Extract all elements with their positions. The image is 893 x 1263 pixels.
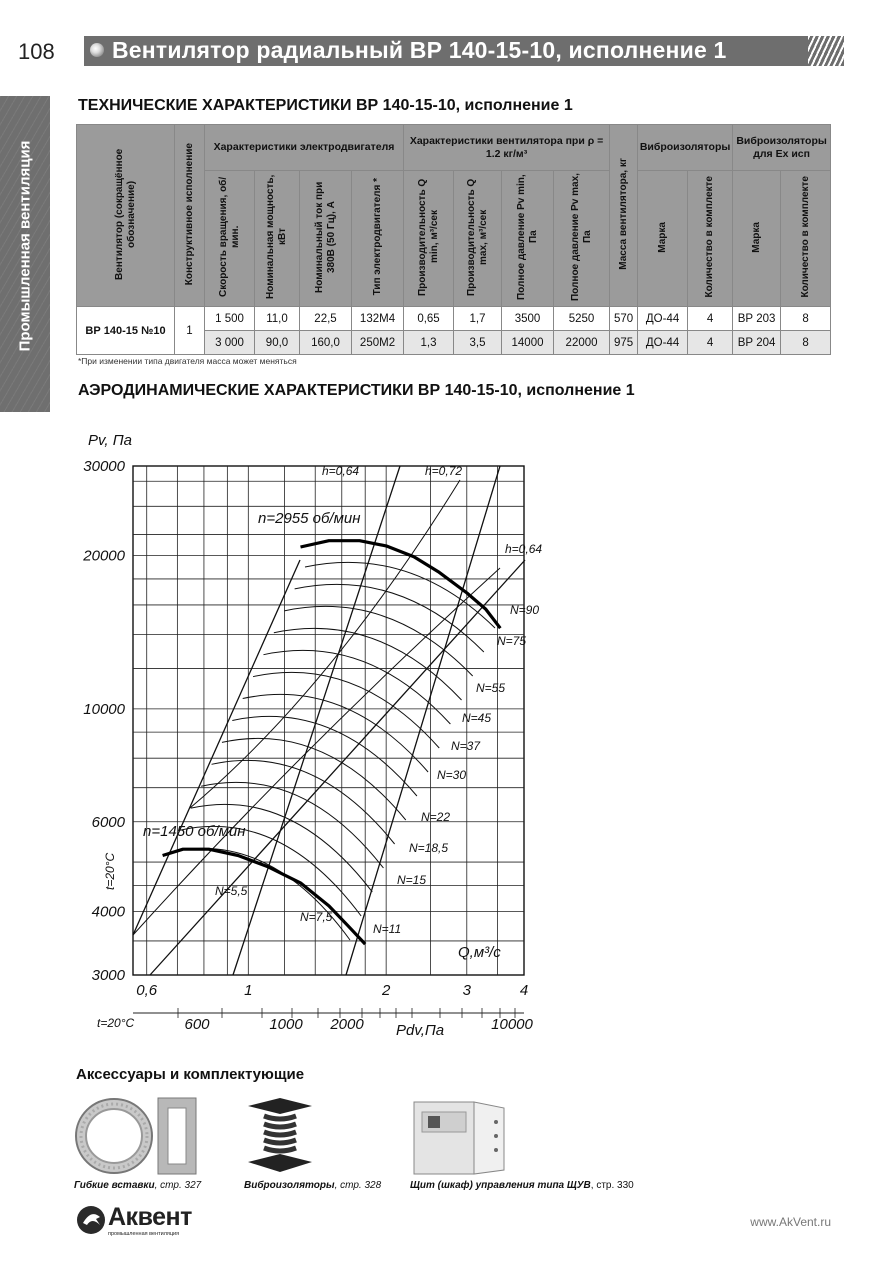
temperature-label: t=20°C (97, 1016, 135, 1030)
power-label: N=7,5 (300, 910, 333, 924)
y-tick-label: 20000 (83, 547, 125, 565)
col-mass: Масса вентилятора, кг (610, 125, 638, 307)
col-power: Номинальная мощность, кВт (255, 171, 300, 307)
group-vib-ex: Виброизоляторы для Ex исп (733, 125, 831, 171)
pdv-axis-label: Pdv,Па (396, 1022, 445, 1039)
table-cell: 0,65 (404, 307, 454, 331)
col-version: Конструктивное исполнение (175, 125, 205, 307)
website-link[interactable]: www.AkVent.ru (750, 1215, 831, 1229)
power-label: N=5,5 (215, 884, 248, 898)
table-cell: 4 (688, 307, 733, 331)
aero-chart (0, 420, 893, 1050)
power-label: N=18,5 (409, 841, 449, 855)
speed-arc (191, 804, 373, 892)
power-label: N=45 (462, 711, 492, 725)
header-bar (84, 36, 844, 66)
x-axis-label: Q,м³/с (458, 944, 501, 961)
group-vib: Виброизоляторы (638, 125, 733, 171)
series-label: n=2955 об/мин (258, 510, 361, 527)
power-label: N=90 (510, 603, 540, 617)
x-tick-label: 1 (244, 982, 253, 999)
table-cell: 132М4 (352, 307, 404, 331)
col-qmin: Производительность Q min, м³/сек (404, 171, 454, 307)
accessory-caption-3: Щит (шкаф) управления типа ЩУВ, стр. 330 (410, 1180, 634, 1191)
model-cell: ВР 140-15 №10 (77, 307, 175, 355)
table-cell: ВР 204 (733, 331, 781, 355)
efficiency-label: h=0,64 (322, 464, 360, 478)
table-cell: 11,0 (255, 307, 300, 331)
chart-labels (82, 432, 542, 1039)
table-cell: 8 (781, 331, 831, 355)
table-cell: ДО-44 (638, 307, 688, 331)
brand-subtitle: промышленная вентиляция (108, 1231, 180, 1237)
y-tick-label: 10000 (83, 700, 125, 718)
x-tick-label: 4 (519, 982, 529, 999)
table-cell: 22,5 (300, 307, 352, 331)
power-label: N=30 (437, 768, 467, 782)
col-qty-ex: Количество в комплекте (781, 171, 831, 307)
chart-series (163, 541, 501, 944)
pdv-tick-label: 600 (184, 1016, 210, 1033)
series-line (163, 849, 366, 944)
brand-name: Аквент (108, 1203, 192, 1231)
brand-logo (76, 1203, 192, 1240)
col-speed: Скорость вращения, об/мин. (205, 171, 255, 307)
side-tab (0, 96, 50, 412)
vibration-isolator-image (244, 1096, 316, 1176)
col-fan: Вентилятор (сокращённое обозначение) (77, 125, 175, 307)
power-label: N=22 (421, 810, 451, 824)
col-pmax: Полное давление Pv max, Па (554, 171, 610, 307)
header-stripes (808, 36, 844, 66)
col-brand-ex: Марка (733, 171, 781, 307)
temperature-label-vertical: t=20°C (103, 852, 117, 890)
x-tick-label: 2 (381, 982, 391, 999)
y-tick-label: 4000 (91, 903, 125, 921)
specs-heading: ТЕХНИЧЕСКИЕ ХАРАКТЕРИСТИКИ ВР 140-15-10, исполнение 1 (78, 97, 573, 114)
y-axis-label: Pv, Па (88, 432, 132, 449)
logo-icon (76, 1205, 106, 1235)
h-curve (190, 480, 460, 808)
table-cell: 8 (781, 307, 831, 331)
y-tick-label: 30000 (83, 458, 125, 475)
col-qty: Количество в комплекте (688, 171, 733, 307)
page-title: Вентилятор радиальный ВР 140-15-10, исполнение 1 (112, 37, 727, 63)
col-current: Номинальный ток при 380В (50 Гц), А (300, 171, 352, 307)
version-cell: 1 (175, 307, 205, 355)
col-qmax: Производительность Q max, м³/сек (454, 171, 502, 307)
y-tick-label: 3000 (91, 967, 125, 984)
efficiency-label: h=0,64 (505, 542, 543, 556)
accessories-heading: Аксессуары и комплектующие (76, 1066, 305, 1083)
col-pmin: Полное давление Pv min, Па (502, 171, 554, 307)
table-cell: 90,0 (255, 331, 300, 355)
accessory-caption-1: Гибкие вставки, стр. 327 (74, 1180, 202, 1191)
table-cell: 975 (610, 331, 638, 355)
col-motor-type: Тип электродвигателя * (352, 171, 404, 307)
speed-arc (243, 694, 428, 772)
pdv-tick-label: 10000 (491, 1016, 533, 1033)
power-label: N=55 (476, 681, 506, 695)
table-cell: 3500 (502, 307, 554, 331)
h-curve (133, 568, 500, 935)
table-cell: 5250 (554, 307, 610, 331)
speed-arc (274, 628, 462, 700)
flexible-insert-image (74, 1096, 204, 1176)
table-cell: 1,7 (454, 307, 502, 331)
table-cell: 3 000 (205, 331, 255, 355)
y-tick-label: 6000 (91, 813, 125, 831)
bullet-icon (90, 43, 104, 57)
table-cell: 14000 (502, 331, 554, 355)
x-tick-label: 3 (462, 982, 471, 999)
table-cell: ВР 203 (733, 307, 781, 331)
specs-table (76, 124, 831, 355)
table-cell: ДО-44 (638, 331, 688, 355)
table-cell: 22000 (554, 331, 610, 355)
side-tab-label: Промышленная вентиляция (16, 140, 34, 352)
group-fan: Характеристики вентилятора при ρ = 1.2 кг/м³ (404, 125, 610, 171)
aero-heading: АЭРОДИНАМИЧЕСКИЕ ХАРАКТЕРИСТИКИ ВР 140-15-10, исполнение 1 (78, 382, 635, 399)
table-cell: 570 (610, 307, 638, 331)
table-row (77, 307, 831, 331)
table-cell: 1,3 (404, 331, 454, 355)
control-cabinet-image (410, 1098, 510, 1178)
col-brand: Марка (638, 171, 688, 307)
table-cell: 250М2 (352, 331, 404, 355)
accessory-caption-2: Виброизоляторы, стр. 328 (244, 1180, 382, 1191)
footnote: *При изменении типа двигателя масса может меняться (78, 356, 297, 366)
pdv-tick-label: 1000 (269, 1016, 303, 1033)
table-cell: 160,0 (300, 331, 352, 355)
table-cell: 3,5 (454, 331, 502, 355)
table-cell: 1 500 (205, 307, 255, 331)
efficiency-label: h=0,72 (425, 464, 463, 478)
table-cell: 4 (688, 331, 733, 355)
speed-arc (222, 738, 406, 820)
power-label: N=37 (451, 739, 481, 753)
series-label: n=1450 об/мин (143, 823, 246, 840)
power-label: N=11 (373, 922, 402, 936)
page-number: 108 (18, 39, 55, 64)
power-label: N=75 (497, 634, 527, 648)
group-motor: Характеристики электродвигателя (205, 125, 404, 171)
pdv-tick-label: 2000 (330, 1016, 364, 1033)
power-label: N=15 (397, 873, 427, 887)
efficiency-line (133, 560, 300, 935)
x-tick-label: 0,6 (136, 982, 158, 999)
